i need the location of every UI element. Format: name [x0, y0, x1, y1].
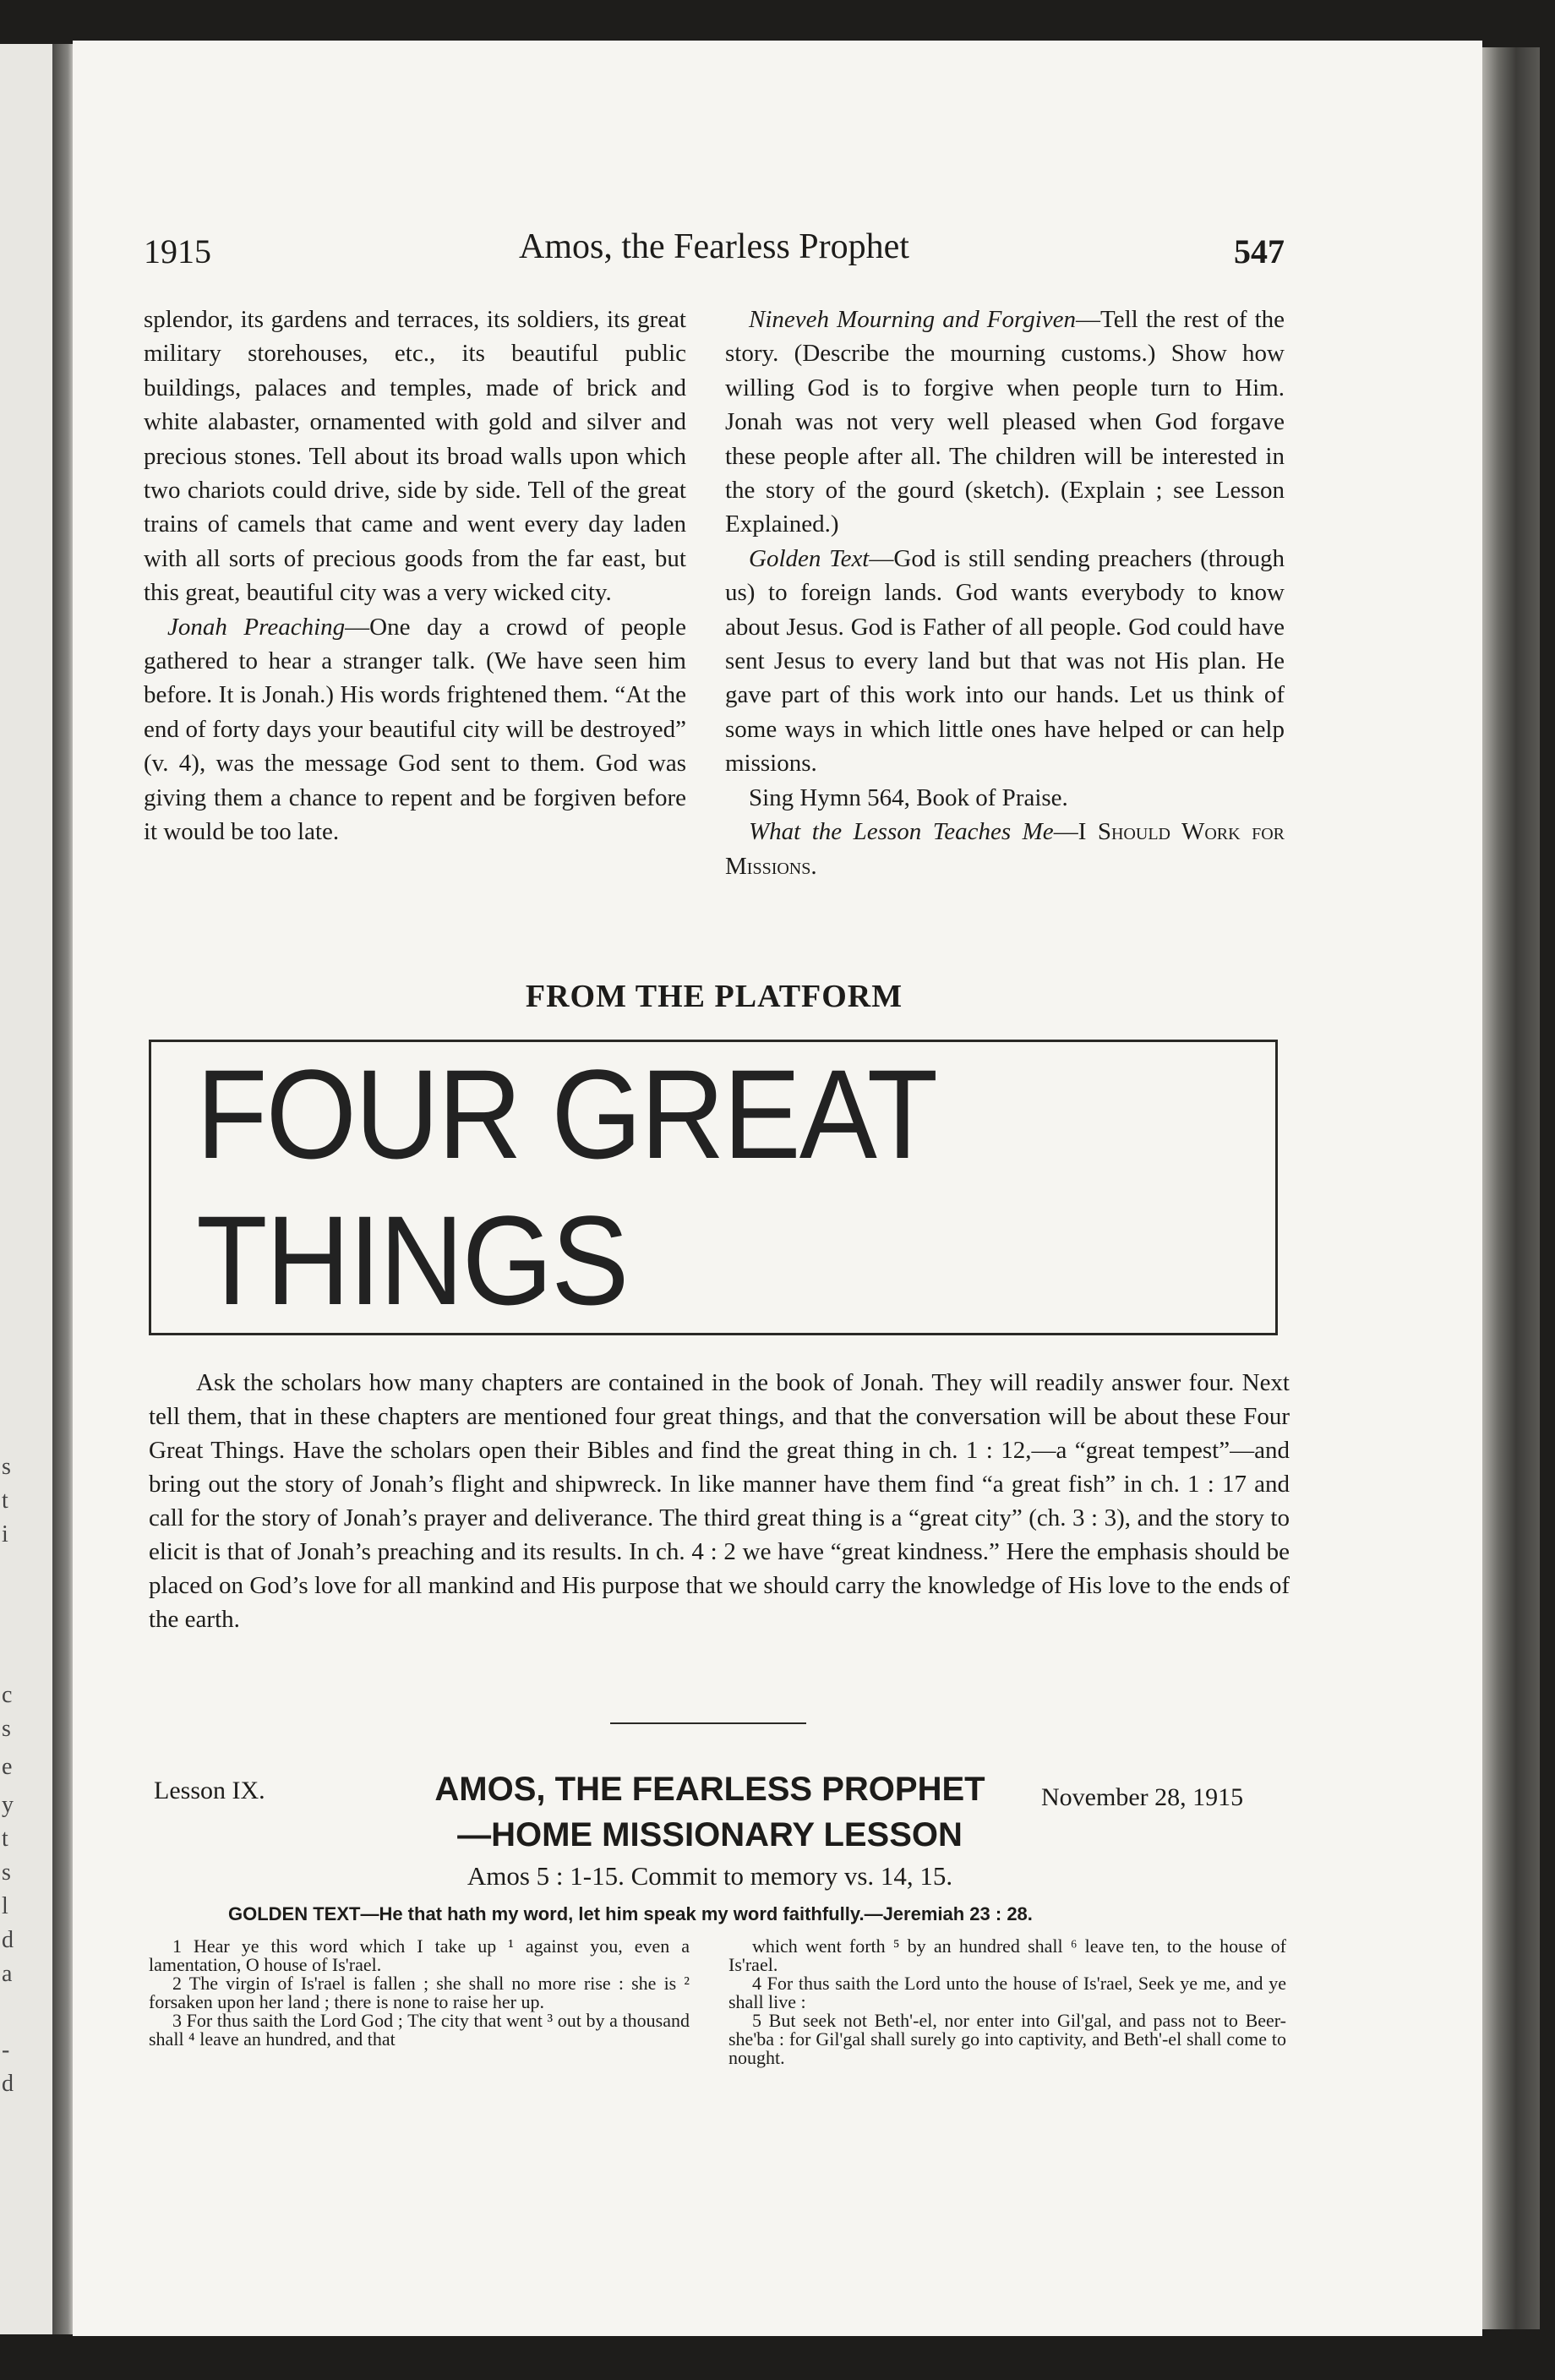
verse: 1 Hear ye this word which I take up ¹ against you, even a lamentation, O house of Is'rael. [149, 1935, 690, 1975]
verse: 4 For thus saith the Lord unto the house of Is'rael, Seek ye me, and ye shall live : [728, 1973, 1286, 2012]
nineveh-heading: Nineveh Mourning and Forgiven [749, 306, 1077, 333]
left-page-letter: s [2, 1716, 11, 1742]
left-page-letter: s [2, 1454, 11, 1480]
verse: 5 But seek not Beth'-el, nor enter into Gil'gal, and pass not to Beer-she'ba : for Gil'gal shall surely go into captivity, and Beth'-el shall come to nought. [728, 2010, 1286, 2068]
left-page-letter: d [2, 2071, 14, 2097]
jonah-preaching-heading: Jonah Preaching [167, 613, 346, 641]
hymn-line: Sing Hymn 564, Book of Praise. [749, 783, 1068, 811]
left-page-letter: d [2, 1927, 14, 1953]
golden-text-line: GOLDEN TEXT—He that hath my word, let him speak my word faithfully.—Jeremiah 23 : 28. [228, 1903, 1033, 1924]
page-stack-edge [1481, 47, 1540, 2329]
nineveh-text: —Tell the rest of the story. (Describe the mourning customs.) Show how willing God is to forgive when people turn to Him. Jonah was not very well pleased when God forgave these people after all. The children will be interested in the story of the gourd (sketch). (Explain ; see Lesson Explained.) [725, 306, 1285, 538]
left-page-letter: a [2, 1961, 13, 1987]
left-page-letter: - [2, 2037, 10, 2063]
teaches-text: —I Should Work for Missions. [725, 818, 1285, 880]
left-page-letter: t [2, 1826, 8, 1852]
verse: 2 The virgin of Is'rael is fallen ; she shall no more rise : she is ² forsaken upon her land ; there is none to raise her up. [149, 1973, 690, 2012]
platform-heading: FROM THE PLATFORM [525, 979, 903, 1014]
left-page-letter: e [2, 1754, 13, 1780]
left-column [144, 303, 686, 849]
left-paragraph: splendor, its gardens and terraces, its soldiers, its great military storehouses, etc., its beautiful public buildings, palaces and temples, made of brick and white alabaster, ornamented with gold and silver and precious stones. Tell about its broad walls upon which two chariots could drive, side by side. Tell of the great trains of camels that came and went every day laden with all sorts of precious goods from the far east, but this great, beautiful city was a very wicked city. [144, 306, 686, 607]
running-head-title: Amos, the Fearless Prophet [519, 227, 909, 266]
jonah-preaching-text: —One day a crowd of people gathered to hear a stranger talk. (We have seen him before. It is Jonah.) His words frightened them. “At the end of forty days your beautiful city will be destroyed” (v. 4), was the message God sent to them. God was giving them a chance to repent and be forgiven before it would be too late. [144, 613, 686, 846]
lesson-number: Lesson IX. [154, 1777, 265, 1804]
lesson-title-line-1: AMOS, THE FEARLESS PROPHET [434, 1771, 985, 1808]
verse: 3 For thus saith the Lord God ; The city that went ³ out by a thousand shall ⁴ leave an hundred, and that [149, 2010, 690, 2050]
left-page-letter: c [2, 1682, 13, 1708]
platform-paragraph: Ask the scholars how many chapters are contained in the book of Jonah. They will readily answer four. Next tell them, that in these chapters are mentioned four great things, and that the conversation will be about these Four Great Things. Have the scholars open their Bibles and find the great thing in ch. 1 : 12,—a “great tempest”—and bring out the story of Jonah’s flight and shipwreck. In like manner have them find “a great fish” in ch. 1 : 17 and call for the story of Jonah’s prayer and deliverance. The third great thing is a “great city” (ch. 3 : 3), and the story to elicit is that of Jonah’s preaching and its results. In ch. 4 : 2 we have “great kindness.” Here the emphasis should be placed on God’s love for all mankind and His purpose that we should carry the knowledge of His love to the ends of the earth. [149, 1369, 1290, 1633]
teaches-paragraph [725, 815, 1285, 883]
lesson-date: November 28, 1915 [1041, 1783, 1244, 1811]
jonah-preaching-paragraph [144, 610, 686, 849]
golden-text-body: —God is still sending preachers (through us) to foreign lands. God wants everybody to know about Jesus. God is Father of all people. God could have sent Jesus to every land but that was not His plan. He gave part of this work into our hands. Let us think of some ways in which little ones have helped or can help missions. [725, 544, 1285, 778]
lesson-reference: Amos 5 : 1-15. Commit to memory vs. 14, 15. [466, 1861, 953, 1891]
page-number: 547 [1234, 232, 1285, 270]
left-page-letter: i [2, 1521, 8, 1548]
golden-text-paragraph [725, 542, 1285, 781]
running-head [144, 227, 1285, 277]
left-page-letter: l [2, 1893, 8, 1919]
golden-text-heading: Golden Text [749, 544, 870, 572]
lesson-title-line-2: —HOME MISSIONARY LESSON [457, 1816, 963, 1853]
left-page-letter: y [2, 1792, 14, 1818]
right-column [725, 303, 1285, 883]
left-page-letter: s [2, 1859, 11, 1886]
verses-right [728, 1937, 1286, 2067]
book-gutter-shadow [52, 44, 74, 2334]
nineveh-paragraph [725, 303, 1285, 542]
left-page-letter: t [2, 1488, 8, 1514]
verses-left [149, 1937, 690, 2049]
blackboard-box [149, 1040, 1278, 1335]
adjacent-page-edge [0, 44, 52, 2334]
lesson-title [355, 1766, 1065, 1858]
verse: which went forth ⁵ by an hundred shall ⁶ leave ten, to the house of Is'rael. [728, 1935, 1286, 1975]
teaches-heading: What the Lesson Teaches Me [749, 818, 1054, 846]
platform-paragraph-block [149, 1366, 1290, 1636]
blackboard-text: FOUR GREAT THINGS [196, 1043, 935, 1331]
running-head-year: 1915 [144, 232, 211, 270]
section-divider [610, 1722, 806, 1724]
